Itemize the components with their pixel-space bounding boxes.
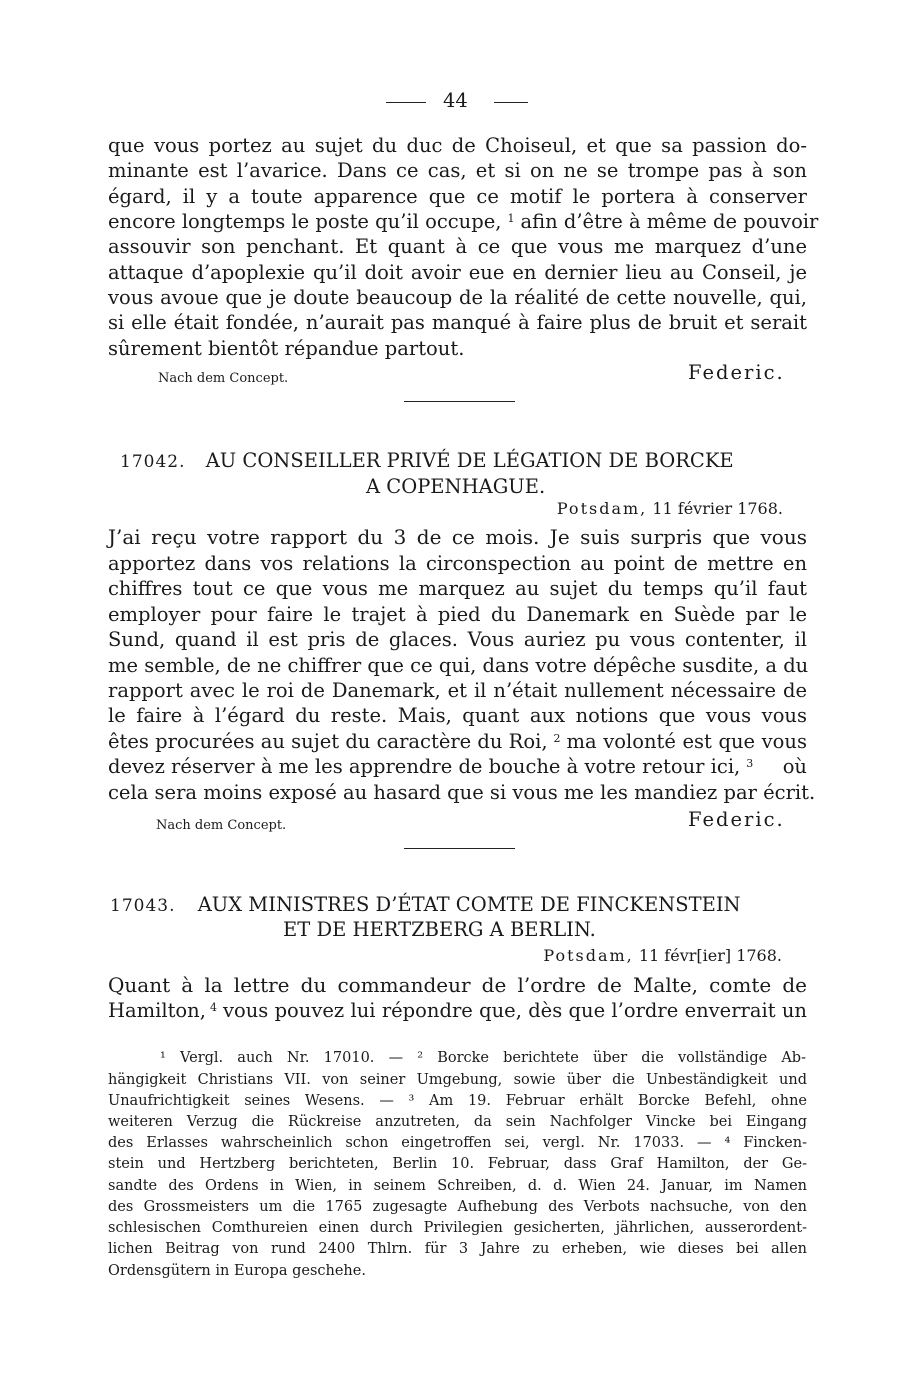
text-line xyxy=(108,1001,807,1021)
text-line: Quant à la lettre du commandeur de l’ordre de Malte, comte de xyxy=(108,973,807,997)
text-segment xyxy=(108,732,561,752)
text-line: minante est l’avarice. Dans ce cas, et si on ne se trompe pas à son xyxy=(108,159,807,182)
text-segment: encore longtemps le poste qu’il occupe, xyxy=(108,210,502,233)
footnote-line: Unaufrichtigkeit seines Wesens. — ³ Am 19. Februar erhält Borcke Befehl, ohne xyxy=(108,1093,807,1109)
letter-number: 17043. xyxy=(110,896,176,916)
section-divider xyxy=(404,401,515,402)
text-line: cela sera moins exposé au hasard que si vous me les mandiez par écrit. xyxy=(108,781,816,804)
text-line: que vous portez au sujet du duc de Choiseul, et que sa passion do- xyxy=(108,134,807,157)
footnote-line: des Grossmeisters um die 1765 zugesagte Aufhebung des Verbots nachsuche, von den xyxy=(108,1199,807,1215)
text-segment: où xyxy=(782,755,807,778)
text-line xyxy=(108,210,819,233)
section-divider xyxy=(404,848,515,849)
date: 11 févr[ier] 1768. xyxy=(638,946,782,965)
footnote-line: Ordensgütern in Europa geschehe. xyxy=(108,1263,366,1279)
text-line: sûrement bientôt répandue partout. xyxy=(108,337,465,360)
text-segment: devez réserver à me les apprendre de bouche à votre retour ici, xyxy=(108,755,741,778)
text-line: le faire à l’égard du reste. Mais, quant aux notions que vous vous xyxy=(108,704,807,727)
text-segment: Hamilton, xyxy=(108,999,206,1022)
letter-addressee: AU CONSEILLER PRIVÉ DE LÉGATION DE BORCKE xyxy=(205,449,734,472)
text-segment: êtes procurées au sujet du caractère du Roi, xyxy=(108,730,548,753)
text-line: J’ai reçu votre rapport du 3 de ce mois. Je suis surpris que vous xyxy=(108,525,807,549)
text-line: me semble, de ne chiffrer que ce qui, dans votre dépêche susdite, a du xyxy=(108,654,809,677)
text-segment: afin d’être à même de pouvoir xyxy=(520,210,819,233)
footnote-ref: 3 xyxy=(746,757,754,770)
footnote-line: sandte des Ordens in Wien, in seinem Schreiben, d. d. Wien 24. Januar, im Namen xyxy=(108,1178,807,1194)
letter-addressee-line2: ET DE HERTZBERG A BERLIN. xyxy=(283,918,596,941)
text-segment xyxy=(108,212,514,232)
footnote-line: stein und Hertzberg berichteten, Berlin 10. Februar, dass Graf Hamilton, der Ge- xyxy=(108,1156,807,1172)
text-line: employer pour faire le trajet à pied du Danemark en Suède par le xyxy=(108,603,807,626)
footnote-line: weiteren Verzug die Rückreise anzutreten, da sein Nachfolger Vincke bei Eingang xyxy=(108,1114,807,1130)
letter-title xyxy=(110,893,741,916)
footnote-ref: 4 xyxy=(209,1001,217,1014)
text-segment: vous pouvez lui répondre que, dès que l’ordre enverrait un xyxy=(222,999,807,1022)
signature: Federic. xyxy=(688,361,785,384)
text-line xyxy=(108,732,807,752)
footnote-ref: 2 xyxy=(553,732,561,745)
letter-addressee-line2: A COPENHAGUE. xyxy=(366,475,546,498)
text-line: rapport avec le roi de Danemark, et il n’était nullement nécessaire de xyxy=(108,679,807,702)
place: Potsdam, xyxy=(556,499,648,518)
text-line: assouvir son penchant. Et quant à ce que vous me marquez d’une xyxy=(108,235,807,258)
footnote-ref: 1 xyxy=(507,212,515,225)
text-line: vous avoue que je doute beaucoup de la réalité de cette nouvelle, qui, xyxy=(108,286,807,309)
text-segment xyxy=(108,757,753,777)
letter-number: 17042. xyxy=(120,452,186,472)
header-rule-right xyxy=(494,102,528,103)
date: 11 février 1768. xyxy=(652,499,783,518)
place: Potsdam, xyxy=(543,946,634,965)
text-line: attaque d’apoplexie qu’il doit avoir eue en dernier lieu au Conseil, je xyxy=(108,261,807,284)
header-rule-left xyxy=(386,102,426,103)
text-line: si elle était fondée, n’aurait pas manqué à faire plus de bruit et serait xyxy=(108,311,807,334)
source-note: Nach dem Concept. xyxy=(156,818,287,833)
footnote-line: lichen Beitrag von rund 2400 Thlrn. für 3 Jahre zu erheben, wie dieses bei allen xyxy=(108,1241,807,1257)
letter-dateline xyxy=(543,946,782,965)
text-line: chiffres tout ce que vous me marquez au sujet du temps qu’il faut xyxy=(108,577,807,600)
text-line: apportez dans vos relations la circonspection au point de mettre en xyxy=(108,552,807,575)
text-line: égard, il y a toute apparence que ce motif le portera à conserver xyxy=(108,185,807,208)
page-number: 44 xyxy=(443,89,468,112)
text-line: Sund, quand il est pris de glaces. Vous auriez pu vous contenter, il xyxy=(108,628,807,651)
text-line xyxy=(108,757,807,777)
letter-dateline xyxy=(557,499,783,518)
letter-title xyxy=(120,449,734,472)
footnote-line: schlesischen Comthureien einen durch Privilegien gesicherten, jährlichen, ausserordent- xyxy=(108,1220,807,1236)
footnote-line: hängigkeit Christians VII. von seiner Umgebung, sowie über die Unbeständigkeit und xyxy=(108,1072,807,1088)
signature: Federic. xyxy=(688,808,785,831)
letter-addressee: AUX MINISTRES D’ÉTAT COMTE DE FINCKENSTEIN xyxy=(197,893,741,916)
footnote-line: des Erlasses wahrscheinlich schon eingetroffen sei, vergl. Nr. 17033. — ⁴ Fincken- xyxy=(108,1135,807,1151)
source-note: Nach dem Concept. xyxy=(158,371,289,386)
footnote-line: ¹ Vergl. auch Nr. 17010. — ² Borcke berichtete über die vollständige Ab- xyxy=(160,1050,806,1066)
text-segment: ma volonté est que vous xyxy=(566,730,807,753)
text-segment xyxy=(108,1001,217,1021)
